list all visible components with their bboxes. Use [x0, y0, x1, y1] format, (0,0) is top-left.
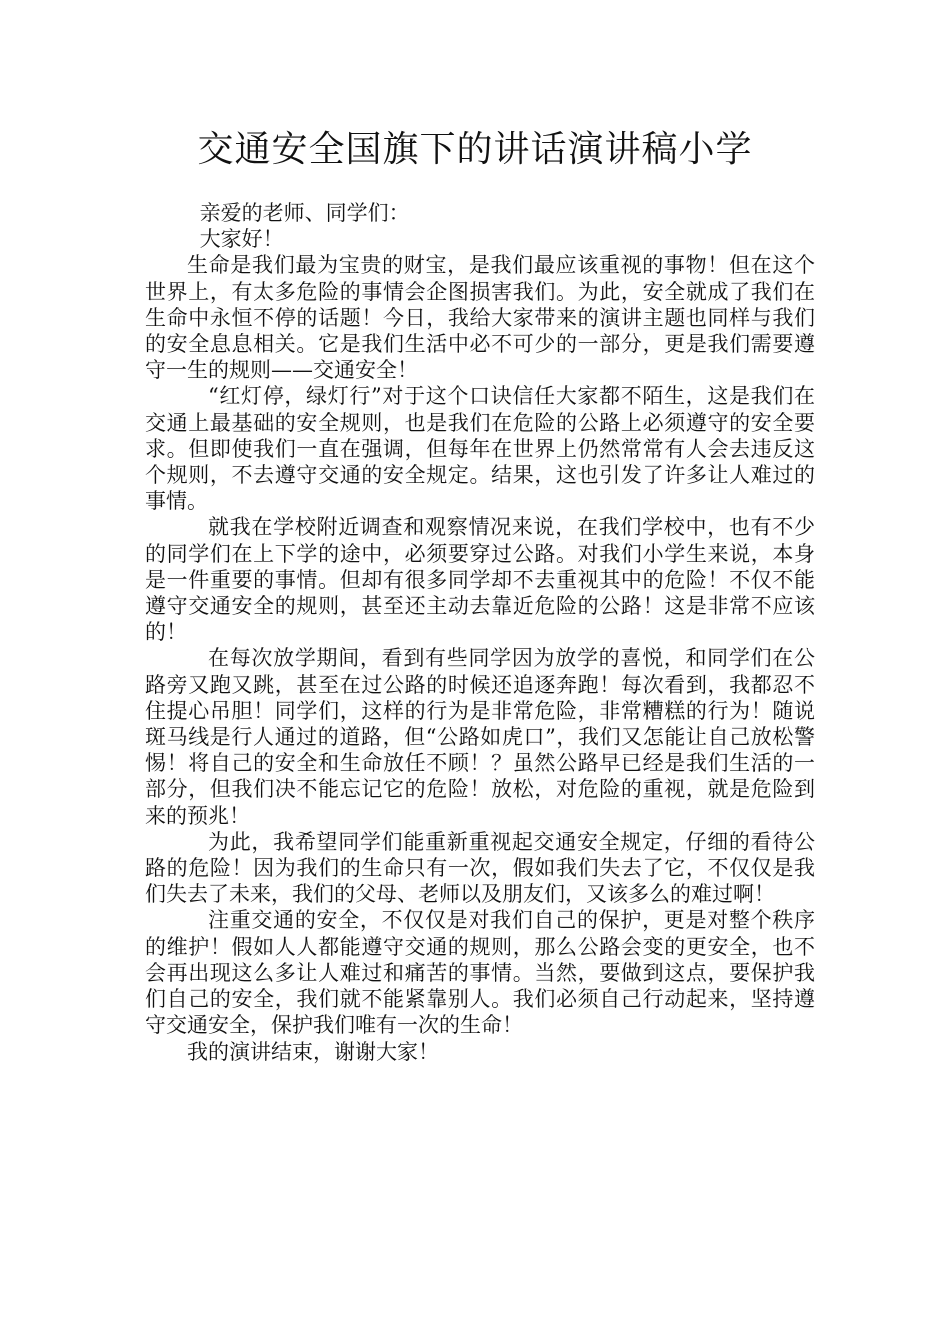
salutation: 亲爱的老师、同学们： [199, 201, 410, 225]
paragraph-3: 就我在学校附近调查和观察情况来说，在我们学校中，也有不少的同学们在上下学的途中，必须要穿过公路。对我们小学生来说，本身是一件重要的事情。但却有很多同学却不去重视其中的危险！不仅不能遵守交通安全的规则，甚至还主动去靠近危险的公路！这是非常不应该的！ [145, 515, 815, 645]
paragraph-4: 在每次放学期间，看到有些同学因为放学的喜悦，和同学们在公路旁又跑又跳，甚至在过公路的时候还追逐奔跑！每次看到，我都忍不住提心吊胆！同学们，这样的行为是非常危险，非常糟糕的行为！随说斑马线是行人通过的道路，但“公路如虎口”，我们又怎能让自己放松警惕！将自己的安全和生命放任不顾！？虽然公路早已经是我们生活的一部分，但我们决不能忘记它的危险！放松，对危险的重视，就是危险到来的预兆！ [145, 646, 815, 828]
document-body [145, 200, 815, 1065]
greeting: 大家好！ [199, 227, 284, 252]
paragraph-5: 为此，我希望同学们能重新重视起交通安全规定，仔细的看待公路的危险！因为我们的生命只有一次，假如我们失去了它，不仅仅是我们失去了未来，我们的父母、老师以及朋友们，又该多么的难过啊！ [145, 829, 815, 907]
document-title: 交通安全国旗下的讲话演讲稿小学 [197, 129, 753, 170]
closing-line: 我的演讲结束，谢谢大家！ [187, 1039, 439, 1064]
paragraph-1: 生命是我们最为宝贵的财宝，是我们最应该重视的事物！但在这个世界上，有太多危险的事情会企图损害我们。为此，安全就成了我们在生命中永恒不停的话题！今日，我给大家带来的演讲主题也同样与我们的安全息息相关。它是我们生活中必不可少的一部分，更是我们需要遵守一生的规则——交通安全！ [145, 253, 815, 383]
paragraph-6: 注重交通的安全，不仅仅是对我们自己的保护，更是对整个秩序的维护！假如人人都能遵守交通的规则，那么公路会变的更安全，也不会再出现这么多让人难过和痛苦的事情。当然，要做到这点，要保护我们自己的安全，我们就不能紧靠别人。我们必须自己行动起来，坚持遵守交通安全，保护我们唯有一次的生命！ [145, 908, 815, 1038]
paragraph-2: “红灯停，绿灯行”对于这个口诀信任大家都不陌生，这是我们在交通上最基础的安全规则，也是我们在危险的公路上必须遵守的安全要求。但即使我们一直在强调，但每年在世界上仍然常常有人会去违反这个规则，不去遵守交通的安全规定。结果，这也引发了许多让人难过的事情。 [145, 384, 815, 514]
